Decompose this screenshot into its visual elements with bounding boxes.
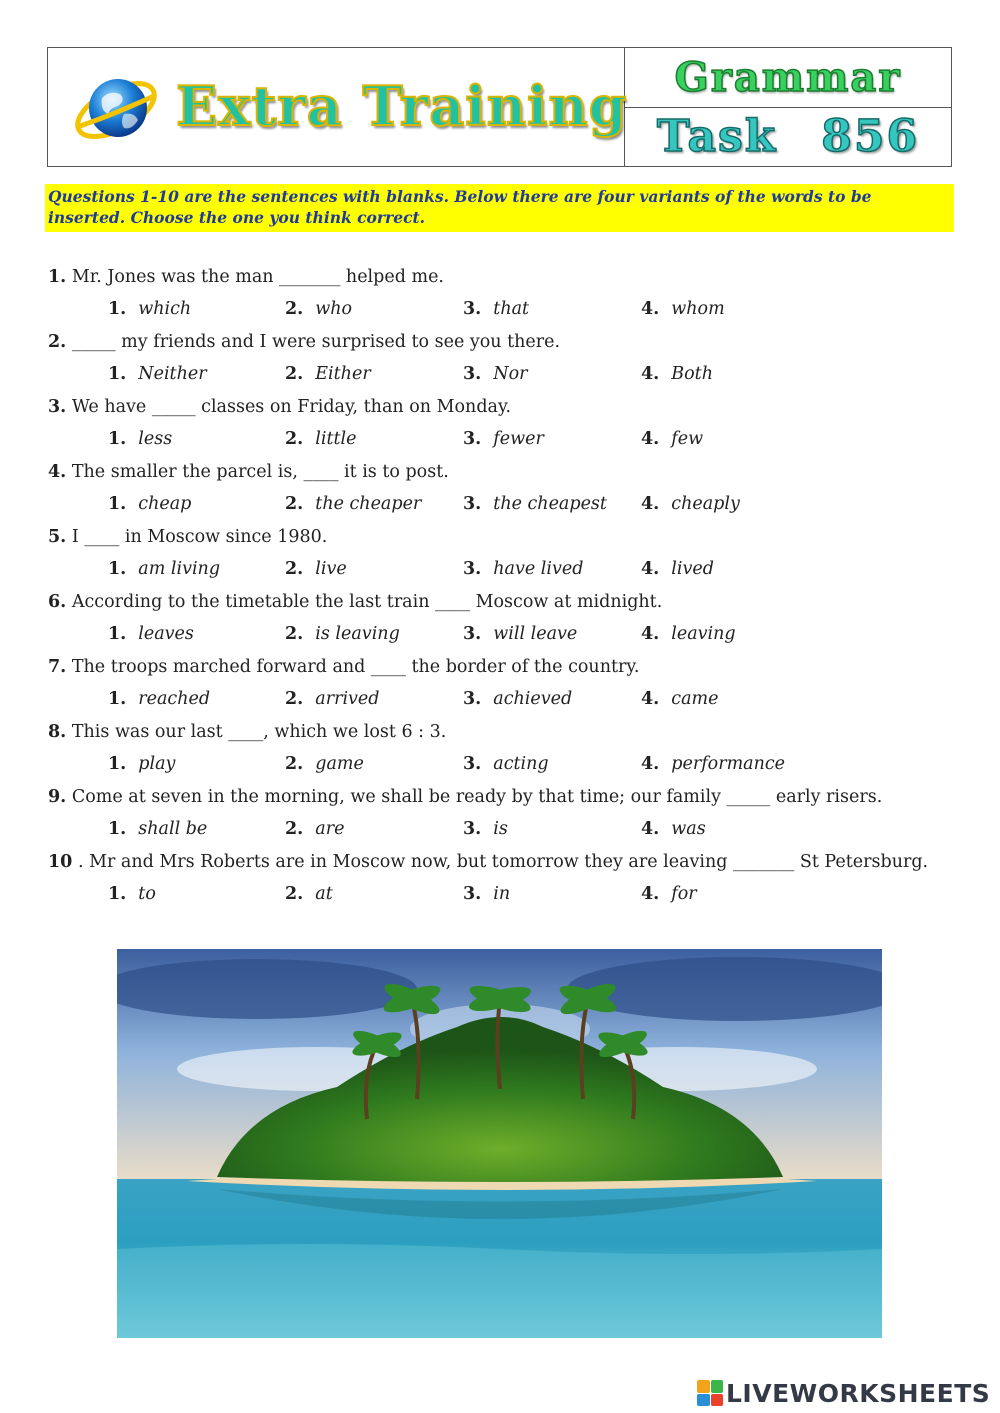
option-number: 1.: [108, 494, 127, 514]
liveworksheets-badge-icon: [697, 1380, 723, 1406]
option-number: 4.: [641, 689, 660, 709]
question-number: 5.: [48, 527, 67, 547]
question-sentence: _____ my friends and I were surprised to see you there.: [71, 332, 561, 352]
answer-option[interactable]: [463, 295, 529, 323]
question-number: 10: [48, 852, 73, 872]
option-word: reached: [138, 689, 211, 709]
answer-option[interactable]: [285, 360, 371, 388]
option-word: Either: [315, 364, 371, 384]
question-sentence: . Mr and Mrs Roberts are in Moscow now, but tomorrow they are leaving _______ St Petersburg.: [77, 852, 929, 872]
option-word: cheaply: [671, 494, 740, 514]
question-text: [48, 328, 958, 358]
option-number: 2.: [285, 364, 304, 384]
option-number: 1.: [108, 559, 127, 579]
answer-option[interactable]: [108, 295, 191, 323]
option-number: 1.: [108, 884, 127, 904]
question-item: [48, 783, 958, 848]
answer-options: [48, 423, 958, 458]
option-word: Both: [671, 364, 713, 384]
answer-options: [48, 358, 958, 393]
question-item: [48, 588, 958, 653]
question-number: 9.: [48, 787, 67, 807]
answer-option[interactable]: [108, 490, 191, 518]
option-number: 1.: [108, 754, 127, 774]
option-number: 1.: [108, 624, 127, 644]
option-number: 4.: [641, 819, 660, 839]
option-word: have lived: [493, 559, 584, 579]
task-number: 856: [821, 111, 920, 163]
answer-option[interactable]: [641, 880, 697, 908]
subject-label: Grammar: [674, 53, 902, 101]
option-word: the cheapest: [493, 494, 607, 514]
question-item: [48, 848, 958, 913]
liveworksheets-logo: [697, 1378, 990, 1408]
question-item: [48, 458, 958, 523]
answer-option[interactable]: [463, 555, 583, 583]
liveworksheets-wordmark: LIVEWORKSHEETS: [726, 1378, 991, 1408]
question-list: [48, 263, 958, 913]
answer-option[interactable]: [108, 620, 194, 648]
question-number: 1.: [48, 267, 67, 287]
option-word: who: [315, 299, 353, 319]
globe-icon: [72, 68, 160, 148]
answer-option[interactable]: [463, 815, 508, 843]
answer-option[interactable]: [641, 750, 785, 778]
island-illustration: [117, 949, 882, 1338]
option-number: 2.: [285, 429, 304, 449]
option-word: leaving: [671, 624, 736, 644]
option-number: 3.: [463, 559, 482, 579]
question-text: [48, 523, 958, 553]
question-text: [48, 458, 958, 488]
question-text: [48, 393, 958, 423]
answer-options: [48, 683, 958, 718]
question-number: 6.: [48, 592, 67, 612]
option-word: for: [671, 884, 697, 904]
question-text: [48, 783, 958, 813]
answer-option[interactable]: [463, 490, 607, 518]
answer-option[interactable]: [285, 490, 421, 518]
option-number: 3.: [463, 429, 482, 449]
option-number: 4.: [641, 494, 660, 514]
option-word: few: [671, 429, 704, 449]
option-word: came: [671, 689, 719, 709]
option-number: 2.: [285, 624, 304, 644]
question-item: [48, 653, 958, 718]
answer-options: [48, 293, 958, 328]
option-number: 1.: [108, 299, 127, 319]
question-sentence: Come at seven in the morning, we shall be ready by that time; our family _____ early risers.: [71, 787, 883, 807]
question-text: [48, 718, 958, 748]
option-word: game: [315, 754, 364, 774]
question-sentence: This was our last ____, which we lost 6 : 3.: [71, 722, 447, 742]
option-word: are: [315, 819, 345, 839]
answer-option[interactable]: [641, 490, 740, 518]
answer-option[interactable]: [108, 815, 207, 843]
question-item: [48, 523, 958, 588]
task-label: Task: [656, 111, 778, 163]
island-photo: [117, 949, 882, 1338]
option-word: less: [138, 429, 173, 449]
question-number: 4.: [48, 462, 67, 482]
answer-option[interactable]: [285, 880, 333, 908]
option-word: lived: [671, 559, 714, 579]
option-number: 3.: [463, 689, 482, 709]
answer-option[interactable]: [108, 555, 220, 583]
question-sentence: I ____ in Moscow since 1980.: [71, 527, 328, 547]
question-number: 8.: [48, 722, 67, 742]
option-number: 4.: [641, 884, 660, 904]
answer-option[interactable]: [463, 360, 528, 388]
option-number: 4.: [641, 559, 660, 579]
answer-option[interactable]: [641, 555, 714, 583]
answer-option[interactable]: [463, 425, 544, 453]
answer-option[interactable]: [285, 620, 400, 648]
option-word: that: [493, 299, 530, 319]
option-word: Nor: [493, 364, 528, 384]
answer-option[interactable]: [641, 360, 713, 388]
option-number: 4.: [641, 364, 660, 384]
option-word: will leave: [493, 624, 578, 644]
option-word: to: [138, 884, 156, 904]
option-word: whom: [671, 299, 725, 319]
answer-options: [48, 618, 958, 653]
option-word: Neither: [138, 364, 207, 384]
option-word: arrived: [315, 689, 380, 709]
answer-option[interactable]: [108, 880, 156, 908]
option-word: live: [315, 559, 347, 579]
answer-options: [48, 553, 958, 588]
answer-option[interactable]: [463, 750, 549, 778]
answer-option[interactable]: [285, 815, 344, 843]
answer-option[interactable]: [463, 620, 577, 648]
answer-options: [48, 813, 958, 848]
answer-option[interactable]: [641, 685, 718, 713]
option-number: 3.: [463, 299, 482, 319]
option-number: 2.: [285, 819, 304, 839]
answer-option[interactable]: [463, 880, 510, 908]
answer-option[interactable]: [108, 360, 207, 388]
question-text: [48, 263, 958, 293]
question-sentence: The troops marched forward and ____ the border of the country.: [71, 657, 640, 677]
option-number: 3.: [463, 624, 482, 644]
option-word: is: [493, 819, 508, 839]
answer-option[interactable]: [285, 425, 357, 453]
answer-option[interactable]: [108, 750, 175, 778]
question-sentence: According to the timetable the last train ____ Moscow at midnight.: [71, 592, 663, 612]
option-number: 2.: [285, 494, 304, 514]
option-number: 2.: [285, 299, 304, 319]
option-word: at: [315, 884, 333, 904]
option-number: 4.: [641, 429, 660, 449]
option-number: 3.: [463, 884, 482, 904]
option-number: 1.: [108, 429, 127, 449]
question-item: [48, 328, 958, 393]
answer-option[interactable]: [463, 685, 572, 713]
question-text: [48, 848, 958, 878]
option-number: 3.: [463, 754, 482, 774]
question-number: 7.: [48, 657, 67, 677]
task-cell: [625, 108, 951, 167]
option-number: 1.: [108, 819, 127, 839]
question-item: [48, 263, 958, 328]
option-number: 2.: [285, 559, 304, 579]
answer-option[interactable]: [108, 685, 210, 713]
option-word: the cheaper: [315, 494, 422, 514]
answer-option[interactable]: [285, 750, 364, 778]
answer-option[interactable]: [285, 685, 380, 713]
brand-title: Extra Training: [176, 74, 628, 138]
option-word: shall be: [138, 819, 208, 839]
option-number: 2.: [285, 754, 304, 774]
question-number: 2.: [48, 332, 67, 352]
option-number: 4.: [641, 754, 660, 774]
option-number: 4.: [641, 299, 660, 319]
question-text: [48, 588, 958, 618]
option-word: acting: [493, 754, 549, 774]
question-item: [48, 393, 958, 458]
question-number: 3.: [48, 397, 67, 417]
answer-option[interactable]: [641, 295, 725, 323]
option-number: 1.: [108, 364, 127, 384]
worksheet-header: [47, 47, 952, 167]
option-number: 2.: [285, 689, 304, 709]
answer-options: [48, 878, 958, 913]
header-task-cell: [625, 48, 951, 166]
option-number: 1.: [108, 689, 127, 709]
option-number: 3.: [463, 364, 482, 384]
instructions-banner: Questions 1-10 are the sentences with blanks. Below there are four variants of the words to be inserted. Choose the one you think correct.: [45, 184, 954, 232]
question-text: [48, 653, 958, 683]
option-word: leaves: [138, 624, 194, 644]
option-word: am living: [138, 559, 221, 579]
option-word: was: [671, 819, 706, 839]
option-number: 4.: [641, 624, 660, 644]
option-word: in: [493, 884, 511, 904]
answer-option[interactable]: [641, 815, 706, 843]
option-word: performance: [671, 754, 786, 774]
header-brand-cell: [48, 48, 628, 166]
option-word: little: [315, 429, 357, 449]
option-number: 2.: [285, 884, 304, 904]
answer-options: [48, 748, 958, 783]
option-word: play: [138, 754, 176, 774]
subject-cell: [625, 48, 951, 108]
question-sentence: Mr. Jones was the man _______ helped me.: [71, 267, 444, 287]
question-sentence: The smaller the parcel is, ____ it is to post.: [71, 462, 449, 482]
answer-option[interactable]: [285, 295, 352, 323]
answer-option[interactable]: [641, 620, 736, 648]
answer-option[interactable]: [285, 555, 347, 583]
answer-option[interactable]: [641, 425, 703, 453]
answer-option[interactable]: [108, 425, 172, 453]
option-number: 3.: [463, 819, 482, 839]
option-word: achieved: [493, 689, 573, 709]
option-number: 3.: [463, 494, 482, 514]
question-sentence: We have _____ classes on Friday, than on Monday.: [71, 397, 512, 417]
question-item: [48, 718, 958, 783]
option-word: fewer: [493, 429, 544, 449]
option-word: is leaving: [315, 624, 400, 644]
option-word: cheap: [138, 494, 192, 514]
answer-options: [48, 488, 958, 523]
option-word: which: [138, 299, 192, 319]
task-title: [657, 111, 919, 162]
